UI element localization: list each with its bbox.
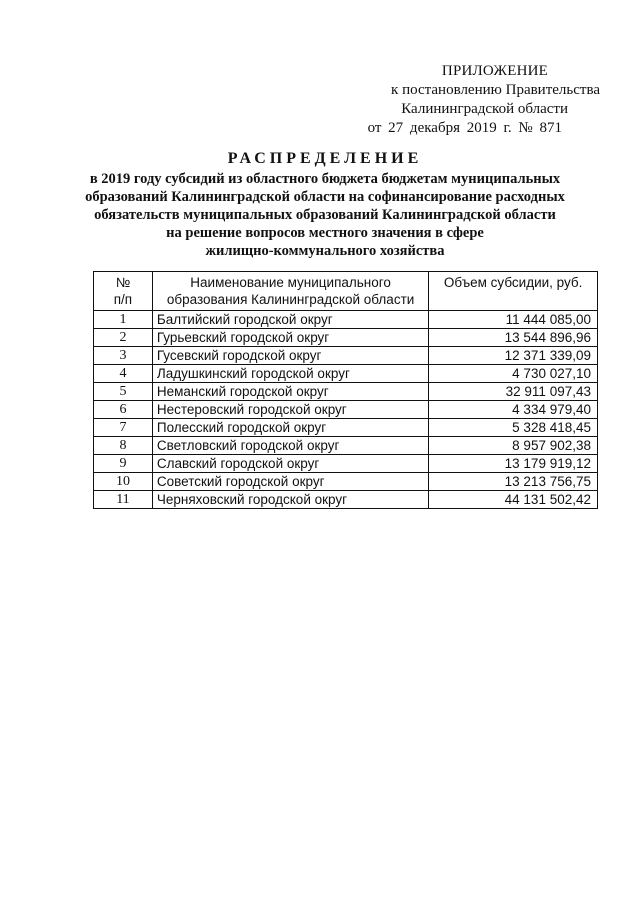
- table-row: [94, 437, 598, 455]
- subsidy-table-wrapper: [93, 271, 598, 509]
- row-name: Советский городской округ: [152, 473, 428, 491]
- table-row: [94, 383, 598, 401]
- table-row: [94, 329, 598, 347]
- table-row: [94, 419, 598, 437]
- row-amount: 4 730 027,10: [429, 365, 598, 383]
- table-header-row: [94, 272, 598, 311]
- row-name: Неманский городской округ: [152, 383, 428, 401]
- header-name: [152, 272, 428, 311]
- row-num: 3: [94, 347, 153, 365]
- row-num: 2: [94, 329, 153, 347]
- row-name: Гусевский городской округ: [152, 347, 428, 365]
- table-row: [94, 491, 598, 509]
- row-amount: 13 179 919,12: [429, 455, 598, 473]
- row-amount: 13 544 896,96: [429, 329, 598, 347]
- row-num: 11: [94, 491, 153, 509]
- table-row: [94, 473, 598, 491]
- appendix-resolution-line: к постановлению Правительства: [391, 82, 600, 98]
- row-num: 8: [94, 437, 153, 455]
- subsidy-table: [93, 271, 598, 509]
- header-amount: [429, 272, 598, 311]
- row-num: 9: [94, 455, 153, 473]
- row-amount: 44 131 502,42: [429, 491, 598, 509]
- row-num: 6: [94, 401, 153, 419]
- table-row: [94, 365, 598, 383]
- row-num: 5: [94, 383, 153, 401]
- row-amount: 8 957 902,38: [429, 437, 598, 455]
- row-num: 1: [94, 311, 153, 329]
- row-amount: 32 911 097,43: [429, 383, 598, 401]
- document-heading: [60, 148, 590, 260]
- heading-line-4: на решение вопросов местного значения в сфере: [166, 225, 484, 241]
- header-name-line1: Наименование муниципального: [190, 275, 391, 290]
- appendix-region-line: Калининградской области: [401, 101, 568, 117]
- row-amount: 13 213 756,75: [429, 473, 598, 491]
- row-amount: 11 444 085,00: [429, 311, 598, 329]
- header-num-line2: п/п: [113, 292, 133, 307]
- row-amount: 5 328 418,45: [429, 419, 598, 437]
- row-name: Славский городской округ: [152, 455, 428, 473]
- row-name: Нестеровский городской округ: [152, 401, 428, 419]
- heading-line-2: образований Калининградской области на софинансирование расходных: [85, 189, 565, 205]
- table-row: [94, 347, 598, 365]
- row-name: Полесский городской округ: [152, 419, 428, 437]
- row-name: Светловский городской округ: [152, 437, 428, 455]
- row-num: 10: [94, 473, 153, 491]
- row-name: Гурьевский городской округ: [152, 329, 428, 347]
- row-amount: 4 334 979,40: [429, 401, 598, 419]
- table-row: [94, 401, 598, 419]
- heading-title: РАСПРЕДЕЛЕНИЕ: [227, 150, 423, 167]
- appendix-date-line: от 27 декабря 2019 г. № 871: [367, 120, 562, 136]
- row-name: Черняховский городской округ: [152, 491, 428, 509]
- table-row: [94, 455, 598, 473]
- header-num: [94, 272, 153, 311]
- row-num: 7: [94, 419, 153, 437]
- row-name: Балтийский городской округ: [152, 311, 428, 329]
- heading-line-1: в 2019 году субсидий из областного бюджета бюджетам муниципальных: [89, 171, 561, 187]
- heading-line-3: обязательств муниципальных образований Калининградской области: [94, 207, 556, 223]
- row-num: 4: [94, 365, 153, 383]
- row-amount: 12 371 339,09: [429, 347, 598, 365]
- appendix-title: ПРИЛОЖЕНИЕ: [441, 63, 548, 79]
- heading-line-5: жилищно-коммунального хозяйства: [205, 243, 445, 259]
- row-name: Ладушкинский городской округ: [152, 365, 428, 383]
- header-amount-label: Объем субсидии, руб.: [443, 275, 583, 290]
- table-row: [94, 311, 598, 329]
- appendix-header: [300, 62, 600, 138]
- header-name-line2: образования Калининградской области: [166, 292, 415, 307]
- header-num-line1: №: [115, 275, 131, 290]
